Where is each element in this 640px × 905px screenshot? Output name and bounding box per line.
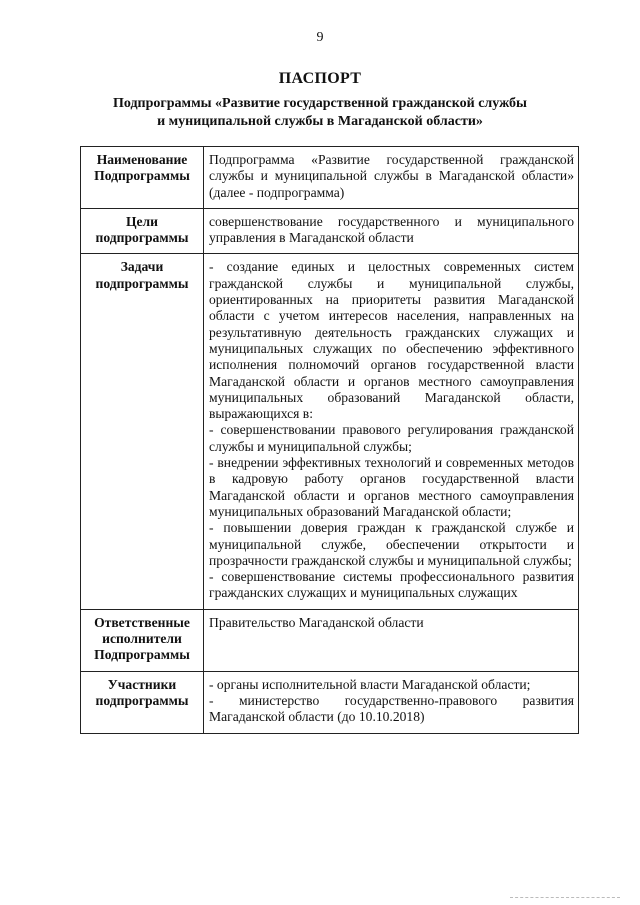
task-item: - внедрении эффективных технологий и современных методов в кадровую работу органов государственной власти Магаданской области и органов местного самоуправления муниципальных образований Магаданской области; [209,455,574,519]
page-number: 9 [316,30,324,45]
task-item: - совершенствовании правового регулирования гражданской службы и муниципальной службы; [209,422,574,454]
document-title: ПАСПОРТ [278,70,362,87]
document-subtitle [60,95,580,131]
row-value [204,147,579,209]
table-row-executors [81,609,579,671]
participant-item: - органы исполнительной власти Магаданской области; [209,676,531,692]
table-row-tasks [81,254,579,609]
row-label: Задачи подпрограммы [81,254,204,609]
participant-item: - министерство государственно-правового развития Магаданской области (до 10.10.2018) [209,692,574,725]
task-item: - создание единых и целостных современных систем гражданской службы и муниципальной службы, ориентированных на приоритеты развития Магаданской области с учетом интересов населения, направленных на результативную деятельность гражданских служащих и муниципальных служащих по обеспечению эффективного исполнения полномочий органов государственной власти Магаданской области и органов местного самоуправления муниципальных образований Магаданской области, выражающихся в: [209,259,574,422]
task-item: - совершенствование системы профессионального развития гражданских служащих и муниципальных служащих [209,569,574,601]
table-row-name [81,147,579,209]
scan-edge-mark [510,897,620,900]
row-label: Ответственные исполнители Подпрограммы [81,609,204,671]
task-item: - повышении доверия граждан к гражданской службе и муниципальной службе, обеспечении открытости и прозрачности гражданской службы и муниципальной службы; [209,520,574,568]
row-value [204,254,579,609]
row-label: Наименование Подпрограммы [81,147,204,209]
row-value [204,609,579,671]
row-value-text: совершенствование государственного и муниципального управления в Магаданской области [209,213,574,246]
table-row-goals [81,208,579,254]
table-row-participants [81,671,579,733]
row-value [204,208,579,254]
row-value-text: Подпрограмма «Развитие государственной гражданской службы и муниципальной службы в Магаданской области» (далее - подпрограмма) [209,152,574,200]
passport-table [80,146,579,734]
row-value [204,671,579,733]
subtitle-line-1: Подпрограммы «Развитие государственной гражданской службы [112,96,527,111]
row-label: Участники подпрограммы [81,671,204,733]
subtitle-line-2: и муниципальной службы в Магаданской области» [157,114,483,129]
row-value-text: Правительство Магаданской области [209,614,424,630]
row-label: Цели подпрограммы [81,208,204,254]
